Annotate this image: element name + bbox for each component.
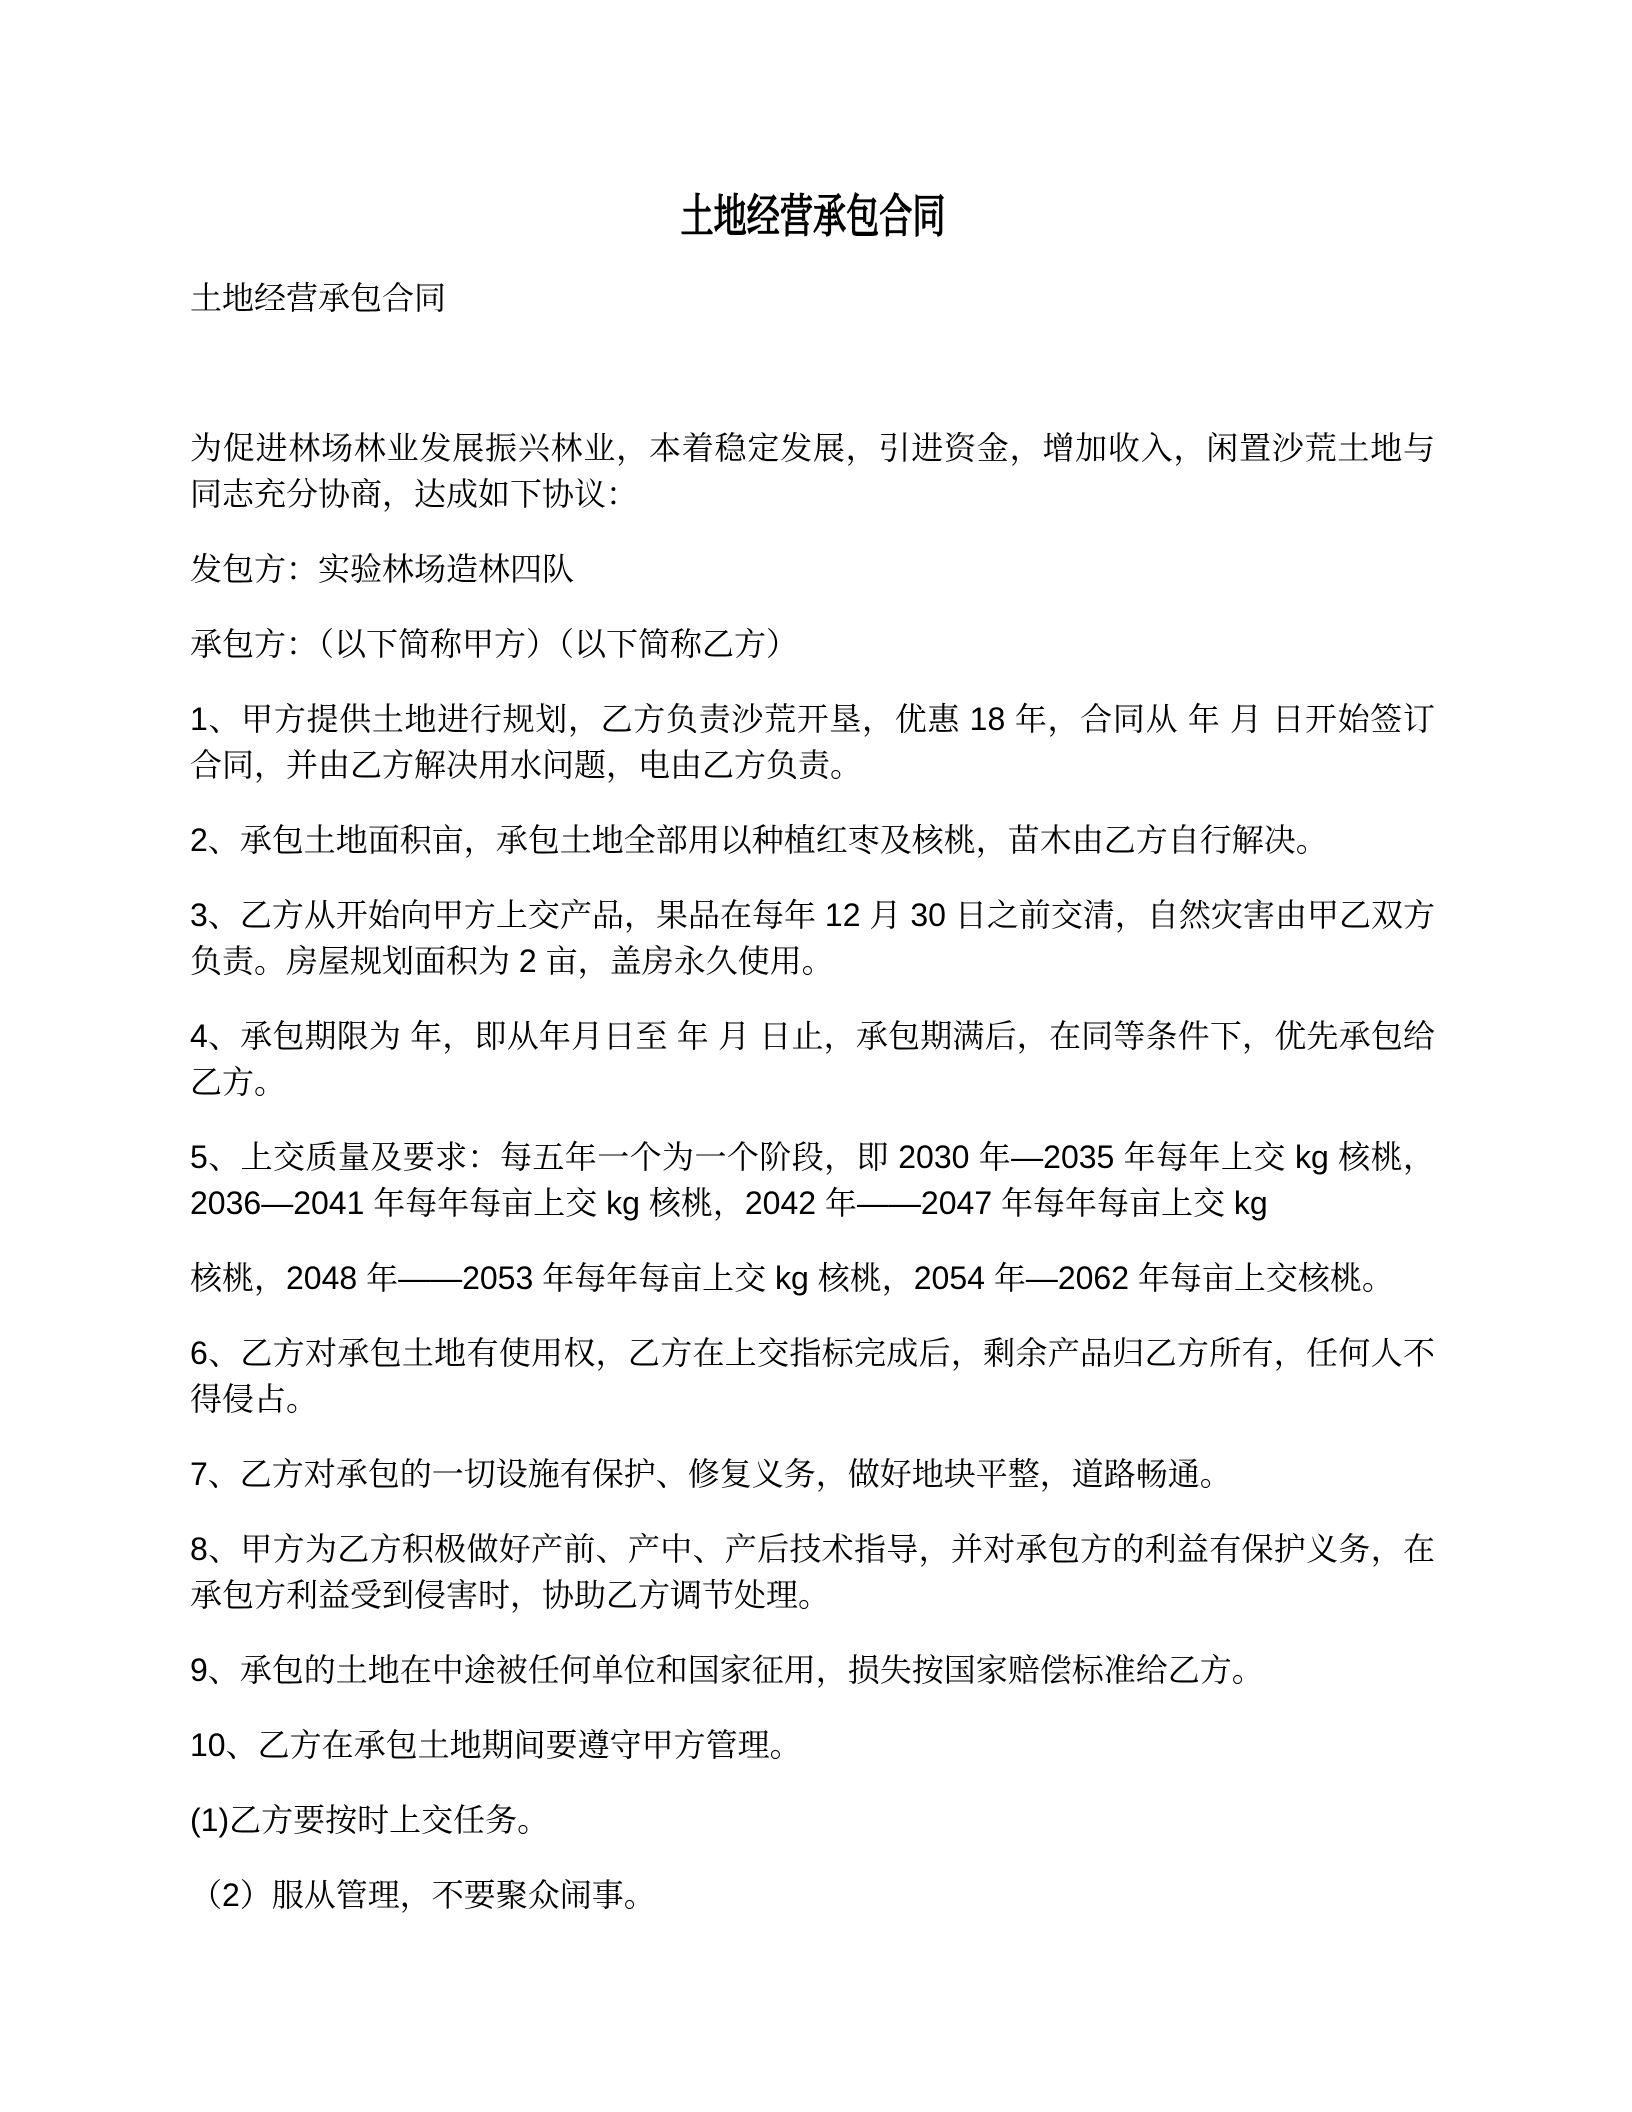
document-body — [190, 275, 1435, 1918]
document-paragraph: 发包方：实验林场造林四队 — [190, 551, 575, 587]
document-title-text: 土地经营承包合同 — [680, 190, 945, 242]
document-paragraph: (1)乙方要按时上交任务。 — [190, 1802, 550, 1838]
document-paragraph: 1、甲方提供土地进行规划，乙方负责沙荒开垦，优惠 18 年，合同从 年 月 日开始签订合同，并由乙方解决用水问题，电由乙方负责。 — [190, 701, 1435, 783]
document-paragraph: 9、承包的土地在中途被任何单位和国家征用，损失按国家赔偿标准给乙方。 — [190, 1652, 1264, 1688]
document-paragraph: 土地经营承包合同 — [190, 280, 447, 316]
document-paragraph: （2）服从管理，不要聚众闹事。 — [190, 1877, 656, 1913]
document-paragraph: 4、承包期限为 年，即从年月日至 年 月 日止，承包期满后，在同等条件下，优先承包给乙方。 — [190, 1018, 1435, 1100]
document-paragraph: 承包方：（以下简称甲方）（以下简称乙方） — [190, 626, 799, 662]
document-paragraph: 8、甲方为乙方积极做好产前、产中、产后技术指导，并对承包方的利益有保护义务，在承包方利益受到侵害时，协助乙方调节处理。 — [190, 1531, 1435, 1613]
document-paragraph: 10、乙方在承包土地期间要遵守甲方管理。 — [190, 1727, 802, 1763]
document-paragraph: 核桃，2048 年——2053 年每年每亩上交 kg 核桃，2054 年—2062 年每亩上交核桃。 — [190, 1260, 1394, 1296]
document-title — [190, 188, 1435, 244]
document-paragraph: 7、乙方对承包的一切设施有保护、修复义务，做好地块平整，道路畅通。 — [190, 1456, 1232, 1492]
document-paragraph: 为促进林场林业发展振兴林业，本着稳定发展，引进资金，增加收入，闲置沙荒土地与同志充分协商，达成如下协议： — [190, 430, 1435, 512]
document-paragraph: 6、乙方对承包土地有使用权，乙方在上交指标完成后，剩余产品归乙方所有，任何人不得侵占。 — [190, 1335, 1435, 1417]
document-paragraph: 3、乙方从开始向甲方上交产品，果品在每年 12 月 30 日之前交清，自然灾害由甲乙双方负责。房屋规划面积为 2 亩，盖房永久使用。 — [190, 897, 1435, 979]
document-paragraph: 2、承包土地面积亩，承包土地全部用以种植红枣及核桃，苗木由乙方自行解决。 — [190, 822, 1328, 858]
document-paragraph — [190, 350, 1435, 396]
document-paragraph: 5、上交质量及要求：每五年一个为一个阶段，即 2030 年—2035 年每年上交 kg 核桃，2036—2041 年每年每亩上交 kg 核桃，2042 年——2047 年每年每亩上交 kg — [190, 1139, 1435, 1221]
